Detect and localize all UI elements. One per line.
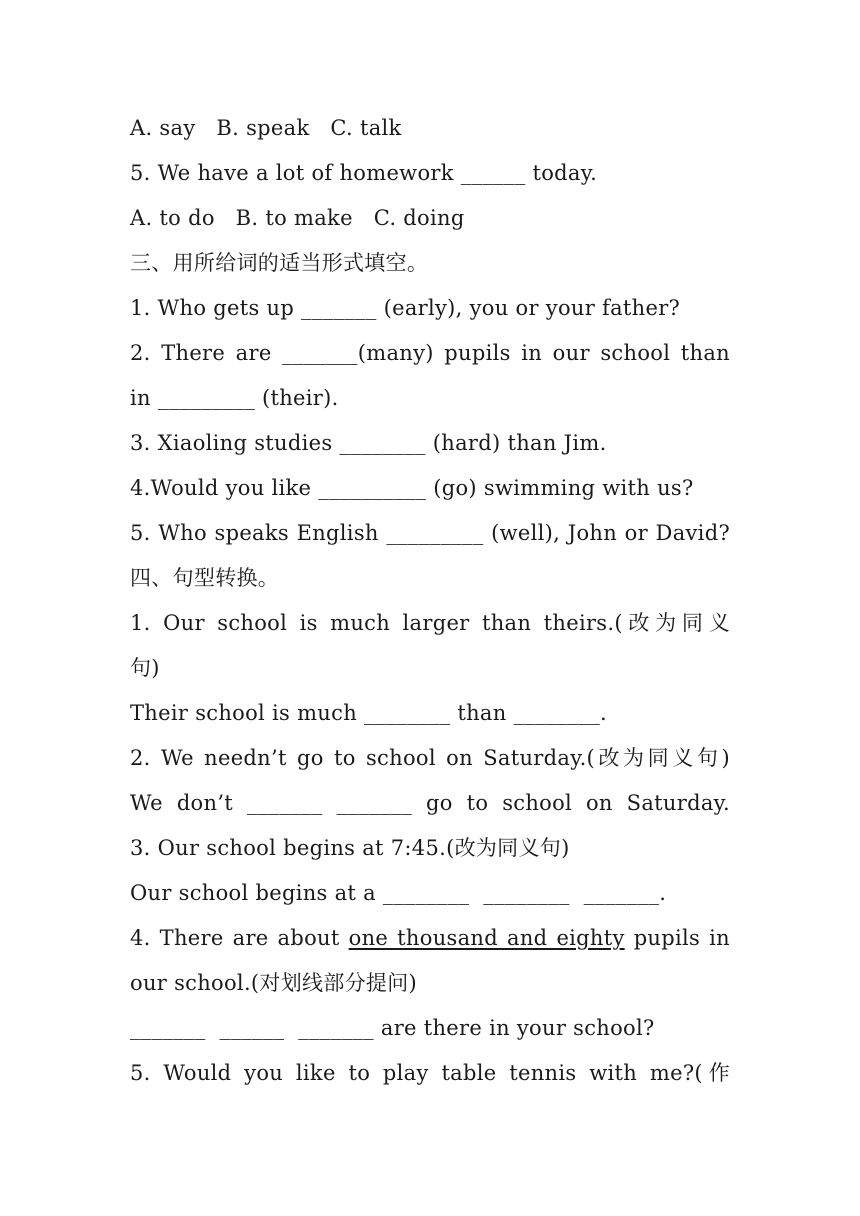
transform-line-4-post: pupils in — [624, 926, 730, 950]
section-heading-4: 四、句型转换。 — [130, 566, 280, 590]
fill-line-5: 5. Who speaks English _________ (well), John or David? — [130, 521, 730, 545]
transform-line-4 — [130, 924, 730, 952]
transform-line-2: 2. We needn’t go to school on Saturday.(改为同义句) — [130, 746, 730, 770]
transform-line-4-cont: our school.(对划线部分提问) — [130, 971, 418, 995]
transform-answer-1: Their school is much ________ than ________. — [130, 701, 607, 725]
transform-line-5: 5. Would you like to play table tennis with me?(作 — [130, 1061, 730, 1085]
fill-line-2: 2. There are _______(many) pupils in our school than — [130, 341, 730, 365]
transform-line-3: 3. Our school begins at 7:45.(改为同义句) — [130, 836, 570, 860]
fill-line-2-cont: in _________ (their). — [130, 386, 339, 410]
question-line-5: 5. We have a lot of homework ______ today. — [130, 161, 598, 185]
option-line-q4: A. say B. speak C. talk — [130, 116, 402, 140]
transform-line-1-cont: 句) — [130, 656, 160, 680]
transform-line-1: 1. Our school is much larger than theirs.(改为同义 — [130, 611, 730, 635]
section-heading-3: 三、用所给词的适当形式填空。 — [130, 251, 429, 275]
transform-answer-2: We don’t _______ _______ go to school on Saturday. — [130, 791, 730, 815]
transform-answer-4: _______ ______ _______ are there in your school? — [130, 1016, 655, 1040]
option-line-q5: A. to do B. to make C. doing — [130, 206, 465, 230]
fill-line-1: 1. Who gets up _______ (early), you or your father? — [130, 296, 681, 320]
fill-line-3: 3. Xiaoling studies ________ (hard) than Jim. — [130, 431, 607, 455]
transform-answer-3: Our school begins at a ________ ________ _______. — [130, 881, 667, 905]
fill-line-4: 4.Would you like __________ (go) swimming with us? — [130, 476, 694, 500]
transform-line-4-pre: 4. There are about — [130, 926, 349, 950]
underlined-phrase: one thousand and eighty — [348, 926, 625, 950]
